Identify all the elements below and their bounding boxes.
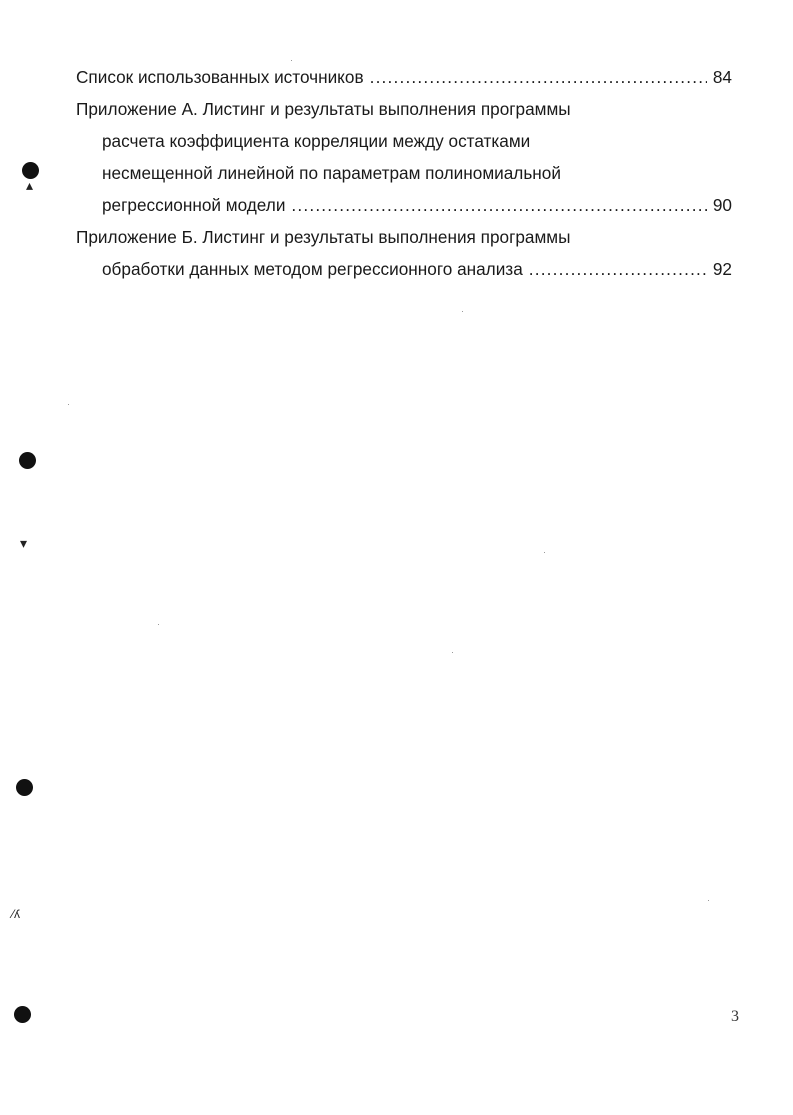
scan-artifact-mark: ▴ <box>26 177 34 193</box>
toc-entry-appendix-b-line-1: Приложение Б. Листинг и результаты выполнения программы <box>76 227 571 247</box>
scan-artifact-mark: ⁄ʎ <box>12 907 21 921</box>
page-number: 3 <box>731 1008 739 1025</box>
toc-entry-appendix-a-line-3: несмещенной линейной по параметрам полиномиальной <box>102 163 561 183</box>
dot-leader <box>291 190 706 220</box>
dot-leader <box>529 254 707 284</box>
dot-leader <box>370 62 707 92</box>
toc-entry-title: Список использованных источников <box>76 67 364 87</box>
toc-entry-sources <box>76 62 732 92</box>
toc-page-number: 92 <box>712 259 732 279</box>
toc-page-number: 90 <box>712 195 732 215</box>
toc-entry-title: обработки данных методом регрессионного анализа <box>102 259 523 279</box>
punch-hole-3 <box>16 779 33 796</box>
scan-artifact-mark: ▾ <box>20 535 28 551</box>
toc-entry-appendix-a-line-2: расчета коэффициента корреляции между остатками <box>102 131 531 151</box>
toc-entry-title: регрессионной модели <box>102 195 286 215</box>
punch-hole-2 <box>19 452 36 469</box>
toc-entry-appendix-a-line-1: Приложение А. Листинг и результаты выполнения программы <box>76 99 571 119</box>
punch-hole-4 <box>14 1006 31 1023</box>
toc-entry-appendix-a-line-4 <box>102 190 732 220</box>
toc-entry-appendix-b-line-2 <box>102 254 732 284</box>
toc-page-number: 84 <box>712 67 732 87</box>
